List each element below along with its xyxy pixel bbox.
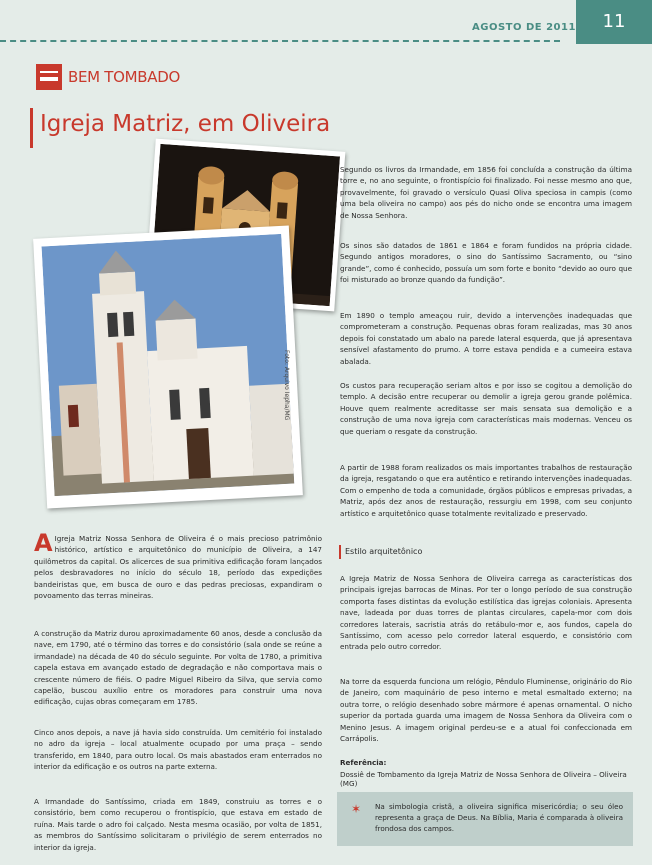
title-accent-bar <box>30 108 33 148</box>
photo-credit: Foto: Arquivo Iepha/MG <box>283 350 290 421</box>
bem-tombado-icon <box>36 64 62 90</box>
left-paragraph-4: A Irmandade do Santíssimo, criada em 1849, construiu as torres e o consistório, bem como recuperou o frontispício, que estava em estado de ruína. Mais tarde o adro foi calçado. Nesta mesma ocasião, por volta de 1851, as membros do Santíssimo solicitaram o privilégio de serem enterrados no interior da igreja. <box>34 797 322 852</box>
style-section-title: Estilo arquitetônico <box>345 547 423 556</box>
church-day-image <box>42 234 295 496</box>
article-title: Igreja Matriz, em Oliveira <box>40 111 331 137</box>
right-paragraph-5: A partir de 1988 foram realizados os mais importantes trabalhos de restauração da igreja, resgatando o que era autêntico e retirando intervenções inadequadas. Com o empenho de toda a comunidade, órgãos públicos e empresas privadas, a Matriz, após dez anos de restauração, ressurgiu em 1998, com seu conjunto artístico e arquitetônico quase totalmente revitalizado e preservado. <box>340 463 632 518</box>
style-paragraph-1: A Igreja Matriz de Nossa Senhora de Oliveira carrega as características dos principais igrejas barrocas de Minas. Por ter o longo período de sua construção comporta fases distintas da evolução estilística das igrejas coloniais. Apresenta nave, ladeada por duas torres de plantas circulares, capela-mor com dois corredores laterais, sacristia atrás do retábulo-mor e, aos fundos, capela do Santíssimo, com acesso pelo corredor lateral esquerdo, e consistório com entrada pelo outro corredor. <box>340 574 632 652</box>
style-paragraph-2: Na torre da esquerda funciona um relógio, Pêndulo Fluminense, originário do Rio de Janeiro, com maquinário de peso interno e metal esmaltado externo; na outra torre, o relógio desenhado sobre mármore é apenas ornamental. O nicho superior da portada guarda uma imagem de Nossa Senhora da Oliveira com o Menino Jesus. A imagem original perdeu-se e a atual foi confeccionada em Carrápolis. <box>340 677 632 744</box>
section-logo <box>36 64 180 90</box>
left-paragraph-3: Cinco anos depois, a nave já havia sido construída. Um cemitério foi instalado no adro da igreja – local atualmente ocupado por uma praça – sendo transferido, em 1840, para outro local. Os mais abastados eram enterrados no interior da edificação e os outros na parte externa. <box>34 728 322 772</box>
right-paragraph-2: Os sinos são datados de 1861 e 1864 e foram fundidos na própria cidade. Segundo antigos moradores, o sino do Santíssimo Sacramento, ou “sino grande”, como é conhecido, possuía um som forte e bonito “devido ao ouro que foi misturado ao bronze quando da fundição”. <box>340 241 632 285</box>
church-day-photo <box>33 225 303 508</box>
right-paragraph-3: Em 1890 o templo ameaçou ruir, devido a intervenções inadequadas que comprometeram a construção. Pequenas obras foram realizadas, mas 30 anos depois foi constatado um abalo na parede lateral esquerda, que já apresentava sensível afastamento do prumo. A torre estava pendida e a cumeeira estava abalada. <box>340 311 632 366</box>
right-paragraph-1: Segundo os livros da Irmandade, em 1856 foi concluída a construção da última torre e, no ano seguinte, o frontispício foi finalizado. Foi nesse mesmo ano que, provavelmente, foi gravado o versículo Quasi Oliva speciosa in campis (como uma bela oliveira no campo) aos pés do nicho onde se encontra uma imagem de Nossa Senhora. <box>340 165 632 220</box>
issue-date: AGOSTO DE 2011 <box>472 22 576 33</box>
note-box <box>337 792 633 846</box>
header-divider <box>0 40 560 42</box>
reference-text: Dossiê de Tombamento da Igreja Matriz de Nossa Senhora de Oliveira – Oliveira (MG) <box>340 770 627 788</box>
leaf-icon: ✶ <box>351 802 362 816</box>
reference-label: Referência: <box>340 758 387 767</box>
left-paragraph-2: A construção da Matriz durou aproximadamente 60 anos, desde a conclusão da nave, em 1790, até o término das torres e do consistório (sala onde se reúne a irmandade) na década de 40 do século seguinte. Por volta de 1780, a primitiva capela estava em avançado estado de degradação e não comportava mais o crescente número de fiéis. O padre Miguel Ribeiro da Silva, que servia como capelão, buscou auxílio entre os moradores para construir uma nova edificação, cujas obras começaram em 1785. <box>34 629 322 707</box>
note-text: Na simbologia cristã, a oliveira significa misericórdia; o seu óleo representa a graça de Deus. Na Bíblia, Maria é comparada à oliveira frondosa dos campos. <box>375 802 623 833</box>
section-accent-bar <box>339 545 341 559</box>
page-number-tab <box>576 0 652 44</box>
left-paragraph-1: AIgreja Matriz Nossa Senhora de Oliveira é o mais precioso patrimônio histórico, artístico e arquitetônico do município de Oliveira, a 147 quilômetros da capital. Os alicerces de sua primitiva edificação foram lançados pelos desbravadores no início do século 18, período das expedições bandeiristas que, em busca de ouro e das pedras preciosas, expandiram o povoamento das terras mineiras. <box>34 529 322 601</box>
right-paragraph-4: Os custos para recuperação seriam altos e por isso se cogitou a demolição do templo. A decisão entre recuperar ou demolir a igreja gerou grande polêmica. Houve quem realmente acreditasse ser mais sensata sua demolição e a construção de uma nova igreja com características mais modernas. Venceu os que queriam o resgate da construção. <box>340 381 632 436</box>
section-logo-text: BEM TOMBADO <box>68 68 180 86</box>
page-number: 11 <box>602 11 626 32</box>
